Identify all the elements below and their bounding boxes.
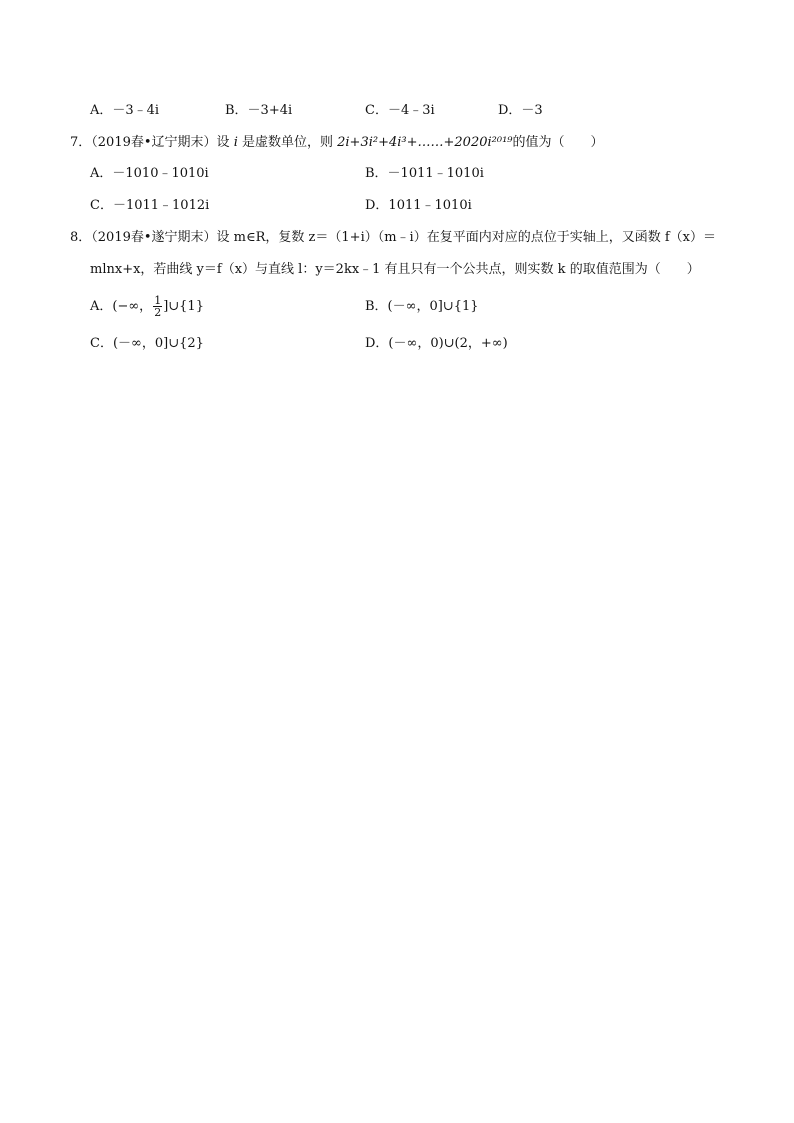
question-8-number: 8． — [70, 230, 92, 245]
q8-option-d: D．(－∞，0)∪(2，+∞) — [365, 336, 508, 351]
fraction-one-half — [153, 295, 162, 318]
question-7-source: （2019春•辽宁期末） — [91, 135, 217, 150]
fraction-numerator: 1 — [154, 294, 162, 307]
question-8-stem-line-1 — [70, 229, 716, 247]
q6-option-d: D．－3 — [498, 103, 543, 118]
q7-option-c: C．－1011﹣1012i — [90, 198, 210, 213]
fraction-denominator: 2 — [154, 306, 162, 319]
question-7-text-c: 的值为（ ） — [512, 135, 604, 150]
q7-option-b: B．－1011﹣1010i — [365, 166, 484, 181]
question-8-source: （2019春•遂宁期末） — [91, 230, 217, 245]
question-7-stem — [70, 134, 604, 152]
question-7-var-i: i — [233, 135, 238, 150]
question-7-number: 7． — [70, 135, 92, 150]
question-8-text-line-1: 设 m∈R，复数 z＝（1+i）（m﹣i）在复平面内对应的点位于实轴上，又函数 f（x）＝ — [216, 230, 716, 245]
q8-option-b: B．(－∞，0]∪{1} — [365, 299, 479, 314]
question-8-stem-line-2: mlnx+x，若曲线 y＝f（x）与直线 l：y＝2kx﹣1 有且只有一个公共点，则实数 k 的取值范围为（ ） — [90, 262, 700, 277]
q6-option-b: B．－3+4i — [225, 103, 293, 118]
q6-option-c: C．－4﹣3i — [365, 103, 435, 118]
q8-option-c: C．(－∞，0]∪{2} — [90, 336, 204, 351]
question-7-text-a: 设 — [216, 135, 234, 150]
q6-option-a: A．－3﹣4i — [90, 103, 160, 118]
q8-option-a-prefix: A．(−∞， — [90, 299, 153, 314]
q7-option-a: A．－1010﹣1010i — [90, 166, 209, 181]
question-7-text-b: 是虚数单位，则 — [237, 135, 338, 150]
question-7-expression: 2i+3i²+4i³+……+2020i²⁰¹⁹ — [337, 135, 513, 150]
q8-option-a — [90, 295, 204, 318]
q7-option-d: D．1011﹣1010i — [365, 198, 472, 213]
q8-option-a-suffix: ]∪{1} — [163, 299, 204, 314]
